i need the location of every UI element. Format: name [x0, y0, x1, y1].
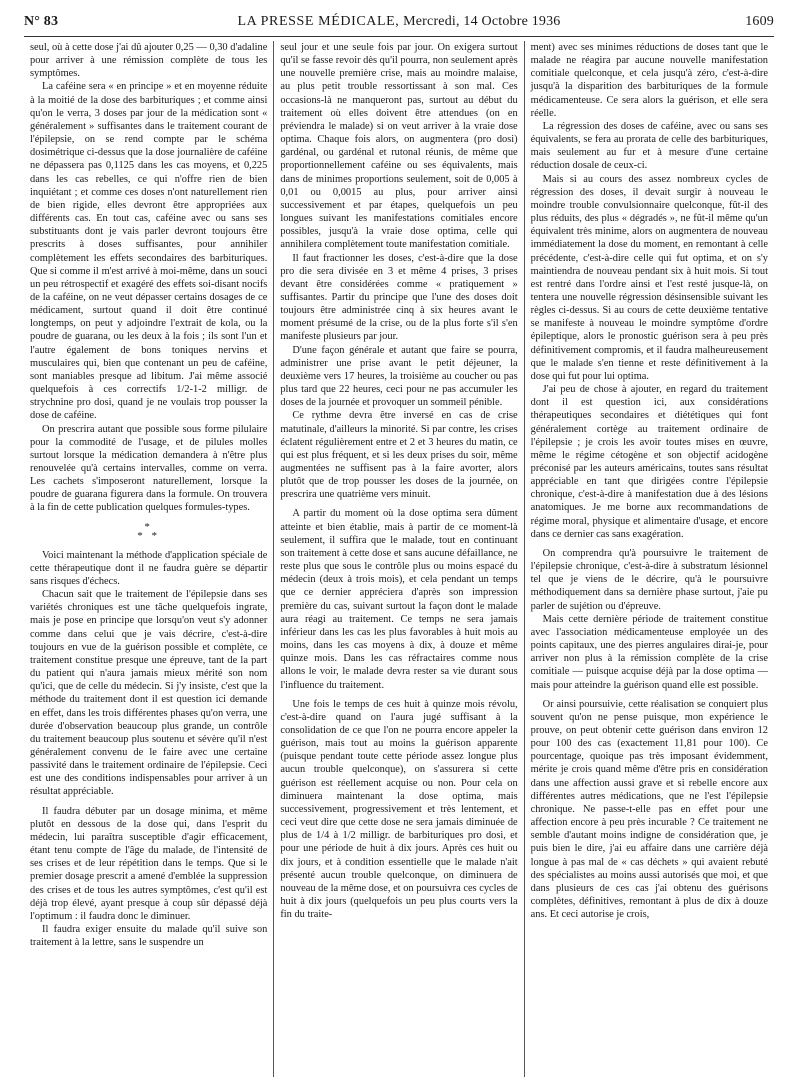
paragraph: Il faut fractionner les doses, c'est-à-dire que la dose pro die sera divisée en 3 et même 4 prises, 3 prises devant être considérées comme « pratiquement » suffisantes. Partir du principe que l'une des doses doit toujours être administrée cinq à six heures avant le moment présumé de la crise, ou de la plus forte s'il s'en manifeste plusieurs par jour.: [280, 252, 518, 343]
paragraph: seul jour et une seule fois par jour. On exigera surtout qu'il se fasse revoir dès qu'il pourra, non seulement après une nouvelle première crise, mais au moindre malaise, au plus petit trouble ressortissant à son mal. Ces occasions-là ne manqueront pas, surtout au début du traitement où elles doivent être attendues (on en préviendra le malade) si on veut arriver à la vraie dose optima. Chaque fois alors, on augmentera (pro dosi) gardénal, ou gardénal et rutonal réunis, de même que proportionnellement caféine ou ses équivalents, mais dans de minimes proportions seulement, soit de 0,005 à 0,01 ou 0,0015 au plus, pour arriver ainsi successivement et par étapes, quelquefois un peu longues suivant les manifestations comitiales encore possibles, jusqu'à la vraie dose optima, celle qui annihilera complètement toute manifestation comitiale.: [280, 42, 518, 251]
paragraph: Voici maintenant la méthode d'application spéciale de cette thérapeutique dont il ne faudra guère se départir sans risques d'échecs.: [30, 549, 268, 587]
issue-number: N° 83: [24, 14, 59, 29]
paragraph: ment) avec ses minimes réductions de doses tant que le malade ne réagira par aucune nouvelle manifestation comitiale quelconque, et cela jusqu'à zéro, c'est-à-dire jusqu'à la disparition des barbituriques de la formule médicamenteuse. Ce sera alors la guérison, et elle sera réelle.: [530, 42, 768, 119]
column-1: [24, 41, 273, 1077]
paragraph: La régression des doses de caféine, avec ou sans ses équivalents, se fera au prorata de celle des barbituriques, mais seulement au fur et à mesure d'une certaine réduction dosale de ceux-ci.: [530, 120, 768, 172]
page-number: 1609: [745, 14, 774, 29]
paragraph: Chacun sait que le traitement de l'épilepsie dans ses variétés chroniques est une tâche quelquefois ingrate, mais je pose en principe que lorsqu'on veut s'y adonner comme dans celui que je vais décrire, c'est-à-dire toujours en vue de la guérison possible et complète, ce traitement constitue presque une épreuve, tant de la part du patient qui n'aura jamais mieux mérité son nom qu'ici, que de celle du médecin. Si j'y insiste, c'est que la méthode du traitement dont il est question ici demande en effet, dans les trois différentes phases qu'on verra, une durée d'observation beaucoup plus grande, un contrôle du traitement beaucoup plus soutenu et sévère qu'il n'est généralement convenu de le faire avec une certaine passivité dans le traitement ordinaire de l'épilepsie. Ceci est une des conditions indispensables pour arriver à un résultat appréciable.: [30, 589, 268, 798]
paragraph: Ce rythme devra être inversé en cas de crise matutinale, d'ailleurs la minorité. Si par contre, les crises éclatent régulièrement entre et 2 et 3 heures du matin, ce qui est plus fréquent, et si les deux prises du soir, même augmentées ne suffisent pas à la faire avorter, alors plutôt que de trop pousser les doses de la journée, on prescrira une quatrième vers minuit.: [280, 410, 518, 501]
paragraph: D'une façon générale et autant que faire se pourra, administrer une prise avant le petit déjeuner, la deuxième vers 17 heures, la troisième au coucher ou pas plus tard que 22 heures, ceci pour ne pas accumuler les doses de la journée et provoquer un sommeil pénible.: [280, 344, 518, 409]
paragraph: J'ai peu de chose à ajouter, en regard du traitement dont il est question ici, aux considérations thérapeutiques secondaires et diététiques qui font généralement cortège au traitement ordinaire de l'épilepsie ; je crois les avoir toutes mises en œuvre, même le régime cétogène et son objectif acidogène préconisé par les auteurs américains, toutes sans résultat appréciable en tant que dirigées contre l'épilepsie chronique, c'est-à-dire à manifestation due à des lésions anatomiques. Je me borne aux recommandations de régime moral, physique et alimentaire d'usage, et encore dans ce dernier cas sans exagération.: [530, 384, 768, 540]
paragraph: On prescrira autant que possible sous forme pilulaire pour la commodité de l'usage, et de pilules molles surtout lorsque la médication demandera à n'être plus renouvelée qu'à certains intervalles, comme on verra. Les cachets s'imposeront naturellement, lorsque la poudre de guarana figurera dans la formule. On trouvera à la fin de cette publication quelques formules-types.: [30, 423, 268, 514]
paragraph: Il faudra exiger ensuite du malade qu'il suive son traitement à la lettre, sans le suspendre un: [30, 924, 268, 949]
paragraph: La caféine sera « en principe » et en moyenne réduite à la moitié de la dose des barbituriques ; et comme ainsi qu'on le verra, 3 doses par jour de la médication sont « généralement » suffisantes dans le traitement courant de l'épilepsie, on se rend compte par le schéma dosimétrique ci-dessus que la dose journalière de caféine ne dépassera pas 0,1125 dans les cas moyens, et 0,225 dans les cas rebelles, ce qui n'offre rien de bien inquiétant ; et comme ces doses n'ont naturellement rien de bien rigide, elles devront être appropriées aux différents cas. En tout cas, caféine avec ou sans ses substituants dont je vais parler devront toujours être prescrits à doses suffisantes, pour annihiler complètement les effets secondaires des barbituriques. Que si comme il m'est arrivé à moi-même, dans un souci un peu rétrospectif et exagéré des effets soi-disant nocifs de la caféine, on ne veut dépasser certains dosages de ce médicament, surtout quand il doit être continué longtemps, on peut y adjoindre l'extrait de kola, ou la poudre de guarana, ou les deux à la fois ; ils sont l'un et l'autre également de bons toniques nervins et musculaires qui, bien que contenant un peu de caféine, sont maniables presque ad libitum. J'ai même associé quelquefois à ces correctifs 1/2-1-2 milligr. de strychnine pro dosi, quand je ne voulais trop pousser la dose de caféine.: [30, 81, 268, 422]
paragraph: On comprendra qu'à poursuivre le traitement de l'épilepsie chronique, c'est-à-dire à substratum lésionnel tel que je viens de le décrire, qu'à le poursuivre méthodiquement dans sa dernière phase surtout, j'aie pu parler de sujétion ou d'épreuve.: [530, 547, 768, 612]
paragraph: Mais cette dernière période de traitement constitue avec l'association médicamenteuse employée un des points capitaux, une des pierres angulaires dirai-je, pour arriver non plus à la rémission complète de la crise comitiale — puisque acquise déjà par la dose optima — mais pour atteindre la guérison quand elle est possible.: [530, 613, 768, 691]
paragraph: seul, où à cette dose j'ai dû ajouter 0,25 — 0,30 d'adaline pour arriver à une rémission complète de tous les symptômes.: [30, 42, 268, 80]
column-3: [524, 41, 774, 1077]
paragraph: Or ainsi poursuivie, cette réalisation se conquiert plus souvent qu'on ne pense puisque, mon expérience le prouve, on peut obtenir cette guérison dans environ 12 pour 100 des cas (exactement 11,81 pour 100). Ce pourcentage, quoique pas très imposant évidemment, mérite je crois quand même d'être pris en considération dans une affection aussi grave et si rebelle encore aux différentes autres médications, que ne l'est l'épilepsie chronique. Ne passe-t-elle pas en effet pour une affection encore à peu près incurable ? Ce traitement ne semble d'autant moins indigne de considération que, je puis bien le dire, j'ai eu affaire dans une carrière déjà longue à pas mal de « cas déchets » qui avaient rebuté des spécialistes au moins aussi autorisés que moi, et que dans plusieurs de ces cas j'ai obtenu des guérisons complètes, définitives, remontant à plus de dix à douze ans. Et ceci autorise je crois,: [530, 698, 768, 921]
column-2: [273, 41, 523, 1077]
text-columns: [24, 41, 774, 1077]
section-separator: * * *: [137, 520, 161, 542]
paragraph: A partir du moment où la dose optima sera dûment atteinte et bien établie, mais à partir de ce moment-là seulement, il suffira que le malade, tout en continuant son traitement à cette dose et sans aucune défaillance, ne reste plus que sous le contrôle plus ou moins espacé du médecin (deux à trois mois), et cela pendant un temps que ce dernier appréciera d'après son impression première du cas, suivant surtout la façon dont le malade aura réagi au traitement. Ce temps ne sera jamais inférieur dans les cas les plus favorables à huit mois au moins, dans les cas moyens à dix, à douze et même quinze mois. Dans les cas réfractaires comme nous allons le voir, le malade devra rester sa vie durant sous l'influence du traitement.: [280, 508, 518, 691]
paragraph: Mais si au cours des assez nombreux cycles de régression des doses, il devait surgir à nouveau le moindre trouble convulsionnaire quelconque, fût-il des plus réduits, des plus « dégradés », ne fût-il même qu'un équivalent très minime, alors on augmentera de nouveau immédiatement la dose du moment, en remontant à celle précédente, c'est-à-dire celle qui fut optima, et on s'y maintiendra de nouveau pendant six à huit mois. Si tout est rentré dans l'ordre ainsi et l'est resté jusque-là, on tentera une nouvelle régression désinsensible suivant les règles ci-dessus. Si au cours de cette deuxième tentative se manifeste à nouveau le moindre symptôme d'ordre épileptique, alors le pronostic guérison sera à peu près définitivement compromis, et il faudra malheureusement que le malade s'en tienne et reste définitivement à la dose qui fut pour lui optima.: [530, 173, 768, 382]
running-header: [24, 14, 774, 37]
header-title: [84, 14, 714, 30]
publication-name: LA PRESSE MÉDICALE,: [237, 14, 400, 29]
paragraph: Il faudra débuter par un dosage minima, et même plutôt en dessous de la dose qui, dans l'esprit du médecin, lui paraîtra susceptible d'agir efficacement, étant tenu compte de l'âge du malade, de l'intensité de ses crises et de leur répétition dans le temps. Que si le premier dosage prescrit a amené d'emblée la suppression des crises et de tous les autres symptômes, c'est qu'il est déjà trop élevé, ayant presque à coup sûr dépassé déjà l'optimum : il faudra donc le diminuer.: [30, 805, 268, 922]
issue-date: Mercredi, 14 Octobre 1936: [403, 14, 561, 29]
paragraph: Une fois le temps de ces huit à quinze mois révolu, c'est-à-dire quand on l'aura jugé suffisant à la consolidation de ce que l'on ne pourra encore appeler la guérison, mais tout au moins la guérison apparente (puisque pendant toute cette période assez longue plus aucun trouble quelconque), on s'assurera si cette guérison est réellement acquise ou non. Pour cela on diminuera maintenant la dose optima, mais successivement, progressivement et très lentement, et ceci veut dire que cette dose ne sera jamais diminuée de plus de 1/4 à 1/2 milligr. de barbituriques pro dosi, et pour une période de huit à dix jours. Après ces huit ou dix jours, et à condition essentielle que le malade n'ait présenté aucun trouble quelconque, on diminuera de nouveau de la même dose, et on poursuivra ces cycles de huit à dix jours (quelquefois un peu plus courts vers la fin du traite-: [280, 698, 518, 921]
